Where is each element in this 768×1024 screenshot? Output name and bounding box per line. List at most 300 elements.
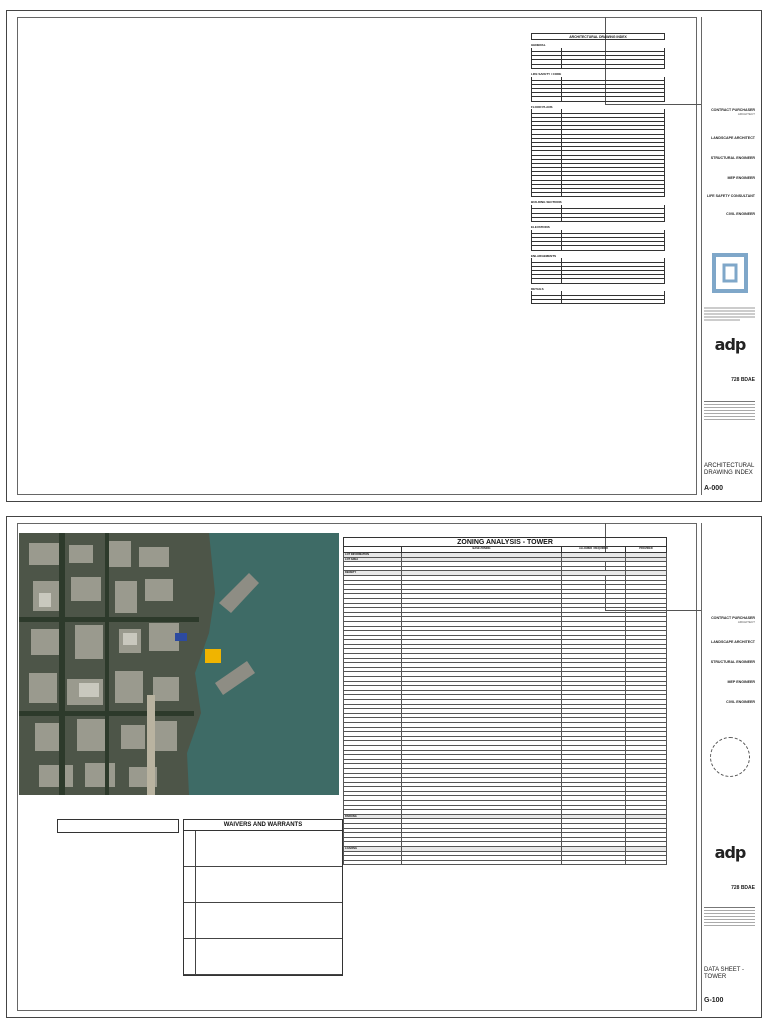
zoning-col-header: ALLOWED / REQUIRED: [562, 547, 626, 552]
index-group: [531, 226, 665, 251]
index-sheet-number: [532, 114, 562, 117]
zoning-cell: [402, 640, 562, 644]
zoning-cell: [344, 659, 402, 663]
index-sheet-title: [562, 291, 664, 294]
waiver-row: [184, 867, 342, 903]
zoning-cell: [562, 590, 626, 594]
index-sheet-number: [532, 218, 562, 221]
zoning-cell: [402, 567, 562, 571]
zoning-cell: [402, 686, 562, 690]
zoning-cell: [344, 741, 402, 745]
zoning-cell: [344, 760, 402, 764]
zoning-cell: [344, 663, 402, 667]
index-group-heading: FLOOR PLANS: [531, 104, 553, 109]
zoning-cell: [626, 682, 666, 686]
zoning-cell: LOT INFORMATION: [344, 553, 402, 557]
index-sheet-title: [562, 189, 664, 192]
zoning-cell: [626, 663, 666, 667]
index-sheet-title: [562, 164, 664, 167]
index-sheet-title: [562, 60, 664, 63]
index-sheet-title: [562, 81, 664, 84]
zoning-cell: [562, 645, 626, 649]
index-sheet-title: [562, 130, 664, 133]
index-group: [531, 106, 665, 198]
index-group: [531, 255, 665, 284]
zoning-cell: [344, 792, 402, 796]
north-arrow-circle: [710, 737, 750, 777]
consultant-role: CONTRACT PURCHASER: [711, 616, 755, 620]
zoning-cell: [344, 622, 402, 626]
zoning-cell: [344, 838, 402, 842]
zoning-cell: DENSITY: [344, 571, 402, 575]
index-sheet-number: [532, 85, 562, 88]
zoning-cell: [402, 815, 562, 819]
zoning-row: [343, 861, 667, 866]
zoning-cell: [402, 695, 562, 699]
consultant-role: CIVIL ENGINEER: [726, 212, 755, 216]
index-sheet-title: [562, 160, 664, 163]
zoning-cell: [344, 631, 402, 635]
index-sheet-number: [532, 172, 562, 175]
index-row: [531, 218, 665, 222]
index-sheet-title: [562, 126, 664, 129]
index-sheet-title: [562, 135, 664, 138]
zoning-cell: [562, 829, 626, 833]
index-sheet-number: [532, 156, 562, 159]
zoning-cell: [562, 581, 626, 585]
zoning-cell: [626, 723, 666, 727]
zoning-cell: [562, 815, 626, 819]
zoning-cell: [562, 695, 626, 699]
zoning-cell: [626, 608, 666, 612]
zoning-cell: [402, 714, 562, 718]
index-sheet-title: [562, 151, 664, 154]
zoning-cell: [562, 778, 626, 782]
index-sheet-number: [532, 176, 562, 179]
consultant-role: CONTRACT PURCHASER: [711, 108, 755, 112]
index-sheet-number: [532, 230, 562, 233]
client-logo: [712, 253, 748, 275]
zoning-cell: [562, 677, 626, 681]
index-sheet-title: [562, 139, 664, 142]
consultant-name: ARCHITECT: [737, 111, 755, 116]
index-group: [531, 44, 665, 69]
drawing-index-title: ARCHITECTURAL DRAWING INDEX: [531, 33, 665, 40]
index-sheet-title: [562, 93, 664, 96]
zoning-cell: [344, 608, 402, 612]
zoning-cell: [402, 824, 562, 828]
zoning-cell: [344, 787, 402, 791]
zoning-cell: [344, 668, 402, 672]
zoning-cell: [626, 732, 666, 736]
index-sheet-number: [532, 97, 562, 100]
zoning-cell: [562, 714, 626, 718]
zoning-cell: [626, 590, 666, 594]
zoning-cell: [626, 778, 666, 782]
consultant-role: LANDSCAPE ARCHITECT: [711, 136, 755, 140]
consultant-entry: [704, 109, 755, 116]
consultant-name: ARCHITECT: [737, 619, 755, 624]
index-row: [531, 279, 665, 283]
zoning-cell: [344, 856, 402, 860]
consultant-entry: [704, 137, 755, 141]
zoning-cell: PARKING: [344, 815, 402, 819]
zoning-cell: [562, 718, 626, 722]
zoning-cell: [626, 755, 666, 759]
consultant-entry: [704, 195, 755, 199]
zoning-cell: [626, 815, 666, 819]
architect-logo-text: adp: [714, 843, 746, 862]
zoning-cell: [402, 654, 562, 658]
zoning-cell: [626, 645, 666, 649]
zoning-cell: [402, 590, 562, 594]
index-sheet-title: [562, 65, 664, 68]
zoning-cell: [562, 594, 626, 598]
zoning-cell: [626, 567, 666, 571]
index-sheet-title: [562, 218, 664, 221]
zoning-cell: [344, 585, 402, 589]
index-sheet-title: [562, 279, 664, 282]
zoning-cell: [562, 801, 626, 805]
index-sheet-title: [562, 147, 664, 150]
zoning-cell: [626, 847, 666, 851]
zoning-cell: [562, 728, 626, 732]
zoning-cell: [562, 755, 626, 759]
zoning-cell: [626, 792, 666, 796]
zoning-cell: [344, 824, 402, 828]
zoning-cell: [562, 852, 626, 856]
zoning-cell: [562, 640, 626, 644]
zoning-cell: [562, 659, 626, 663]
general-notes: [704, 307, 755, 322]
index-group-heading: GENERAL: [531, 43, 546, 47]
index-sheet-number: [532, 65, 562, 68]
zoning-cell: [402, 792, 562, 796]
zoning-cell: [402, 755, 562, 759]
zoning-cell: [402, 852, 562, 856]
zoning-cell: [562, 649, 626, 653]
zoning-cell: [402, 705, 562, 709]
index-sheet-title: [562, 275, 664, 278]
title-block: [701, 17, 757, 495]
zoning-cell: [344, 829, 402, 833]
zoning-cell: [344, 649, 402, 653]
zoning-cell: [562, 617, 626, 621]
zoning-cell: [344, 617, 402, 621]
zoning-cell: [344, 819, 402, 823]
zoning-cell: [402, 576, 562, 580]
zoning-cell: [562, 847, 626, 851]
waivers-title: WAIVERS AND WARRANTS: [184, 820, 342, 831]
zoning-cell: [626, 654, 666, 658]
zoning-cell: [626, 810, 666, 814]
index-sheet-number: [532, 168, 562, 171]
zoning-cell: [562, 861, 626, 865]
zoning-cell: [402, 553, 562, 557]
zoning-cell: [402, 856, 562, 860]
zoning-cell: [626, 861, 666, 865]
zoning-cell: LOADING: [344, 847, 402, 851]
zoning-cell: [402, 709, 562, 713]
aerial-site-photo: [19, 533, 339, 795]
zoning-cell: [626, 613, 666, 617]
index-sheet-number: [532, 189, 562, 192]
zoning-cell: [562, 819, 626, 823]
zoning-cell: [344, 695, 402, 699]
waiver-marker: [184, 831, 196, 866]
index-sheet-number: [532, 214, 562, 217]
index-sheet-number: [532, 48, 562, 51]
index-group: [531, 288, 665, 304]
zoning-cell: [626, 604, 666, 608]
zoning-cell: [626, 558, 666, 562]
index-row: [531, 246, 665, 250]
zoning-cell: [562, 764, 626, 768]
zoning-cell: [344, 645, 402, 649]
zoning-cell: [402, 622, 562, 626]
index-row: [531, 65, 665, 69]
zoning-cell: [626, 672, 666, 676]
zoning-cell: [626, 737, 666, 741]
zoning-cell: [344, 705, 402, 709]
zoning-cell: [626, 774, 666, 778]
zoning-cell: [402, 636, 562, 640]
index-sheet-number: [532, 147, 562, 150]
zoning-cell: [402, 746, 562, 750]
index-sheet-title: [562, 230, 664, 233]
index-sheet-title: [562, 263, 664, 266]
zoning-cell: [626, 562, 666, 566]
zoning-cell: [402, 672, 562, 676]
zoning-cell: [562, 636, 626, 640]
zoning-cell: [344, 599, 402, 603]
zoning-cell: [402, 631, 562, 635]
waiver-row: [184, 903, 342, 939]
zoning-cell: [402, 829, 562, 833]
architect-logo-text: adp: [714, 335, 746, 354]
index-sheet-number: [532, 56, 562, 59]
zoning-cell: [626, 571, 666, 575]
index-sheet-number: [532, 296, 562, 299]
zoning-cell: [562, 627, 626, 631]
index-group: [531, 73, 665, 102]
zoning-cell: [626, 751, 666, 755]
index-sheet-number: [532, 181, 562, 184]
waiver-text: [196, 939, 342, 974]
index-group: [531, 201, 665, 222]
zoning-cell: [626, 746, 666, 750]
zoning-cell: [626, 824, 666, 828]
zoning-notes: [57, 819, 179, 833]
index-sheet-number: [532, 81, 562, 84]
consultant-role: LANDSCAPE ARCHITECT: [711, 640, 755, 644]
zoning-cell: [626, 829, 666, 833]
index-sheet-title: [562, 267, 664, 270]
index-sheet-title: [562, 300, 664, 303]
zoning-cell: [626, 576, 666, 580]
zoning-cell: [626, 553, 666, 557]
zoning-cell: [562, 796, 626, 800]
zoning-cell: [344, 755, 402, 759]
waivers-and-warrants: [183, 819, 343, 976]
index-sheet-title: [562, 176, 664, 179]
drawing-index: [531, 33, 665, 304]
zoning-cell: [562, 705, 626, 709]
zoning-cell: [626, 631, 666, 635]
zoning-cell: [344, 604, 402, 608]
zoning-cell: [402, 723, 562, 727]
zoning-cell: [402, 585, 562, 589]
zoning-cell: [626, 677, 666, 681]
zoning-cell: [344, 627, 402, 631]
zoning-cell: [402, 728, 562, 732]
zoning-cell: [562, 672, 626, 676]
zoning-cell: [626, 705, 666, 709]
zoning-cell: [402, 562, 562, 566]
zoning-cell: [562, 751, 626, 755]
index-sheet-number: [532, 151, 562, 154]
index-sheet-number: [532, 271, 562, 274]
index-sheet-title: [562, 234, 664, 237]
zoning-cell: [402, 833, 562, 837]
architect-logo: [708, 335, 752, 367]
zoning-cell: [562, 604, 626, 608]
index-sheet-title: [562, 52, 664, 55]
zoning-cell: [626, 585, 666, 589]
index-sheet-title: [562, 114, 664, 117]
sheet-number: G-100: [704, 997, 724, 1004]
zoning-cell: [626, 594, 666, 598]
zoning-cell: [344, 686, 402, 690]
zoning-cell: [344, 714, 402, 718]
zoning-cell: [562, 663, 626, 667]
zoning-cell: [562, 856, 626, 860]
index-sheet-number: [532, 258, 562, 261]
zoning-cell: [344, 590, 402, 594]
index-sheet-title: [562, 185, 664, 188]
zoning-cell: [626, 796, 666, 800]
zoning-cell: [626, 819, 666, 823]
consultant-role: CIVIL ENGINEER: [726, 700, 755, 704]
zoning-cell: [626, 764, 666, 768]
zoning-col-header: PROVIDED: [639, 547, 653, 550]
index-sheet-number: [532, 267, 562, 270]
zoning-cell: [402, 677, 562, 681]
zoning-cell: [344, 636, 402, 640]
index-sheet-number: [532, 93, 562, 96]
index-sheet-number: [532, 275, 562, 278]
index-sheet-number: [532, 77, 562, 80]
square-logo-icon: [712, 253, 748, 293]
waiver-text: [196, 903, 342, 938]
index-sheet-title: [562, 172, 664, 175]
zoning-cell: [402, 861, 562, 865]
index-sheet-title: [562, 271, 664, 274]
zoning-cell: [402, 741, 562, 745]
zoning-cell: [562, 741, 626, 745]
zoning-cell: [402, 608, 562, 612]
zoning-cell: [402, 604, 562, 608]
index-group-heading: LIFE SAFETY / CODE: [531, 71, 562, 76]
index-sheet-title: [562, 85, 664, 88]
zoning-cell: [562, 838, 626, 842]
index-row: [531, 300, 665, 304]
zoning-cell: [562, 810, 626, 814]
zoning-cell: [562, 792, 626, 796]
zoning-cell: [626, 686, 666, 690]
zoning-cell: [402, 732, 562, 736]
zoning-cell: [402, 778, 562, 782]
zoning-cell: [344, 751, 402, 755]
zoning-cell: [402, 649, 562, 653]
zoning-cell: [562, 668, 626, 672]
consultant-role: LIFE SAFETY CONSULTANT: [706, 194, 755, 198]
zoning-cell: [402, 806, 562, 810]
zoning-cell: [626, 617, 666, 621]
zoning-cell: [562, 746, 626, 750]
zoning-cell: [344, 769, 402, 773]
zoning-cell: [344, 567, 402, 571]
zoning-cell: [562, 833, 626, 837]
zoning-cell: [626, 842, 666, 846]
index-group-heading: DETAILS: [531, 286, 544, 291]
index-sheet-number: [532, 185, 562, 188]
zoning-cell: [402, 682, 562, 686]
zoning-cell: [344, 801, 402, 805]
zoning-cell: [562, 608, 626, 612]
index-sheet-number: [532, 89, 562, 92]
zoning-cell: [562, 787, 626, 791]
waiver-marker: [184, 867, 196, 902]
index-sheet-title: [562, 214, 664, 217]
index-sheet-title: [562, 56, 664, 59]
zoning-cell: [344, 732, 402, 736]
index-sheet-number: [532, 164, 562, 167]
consultant-role: STRUCTURAL ENGINEER: [710, 156, 755, 160]
waiver-text: [196, 867, 342, 902]
zoning-cell: [626, 783, 666, 787]
zoning-cell: [402, 718, 562, 722]
zoning-cell: [344, 806, 402, 810]
zoning-cell: [402, 700, 562, 704]
index-sheet-title: [562, 122, 664, 125]
zoning-cell: [402, 599, 562, 603]
zoning-cell: [626, 769, 666, 773]
consultant-entry: [704, 177, 755, 181]
index-sheet-number: [532, 160, 562, 163]
index-sheet-title: [562, 205, 664, 208]
index-sheet-title: [562, 181, 664, 184]
zoning-cell: [402, 691, 562, 695]
zoning-cell: [626, 659, 666, 663]
index-sheet-number: [532, 109, 562, 112]
zoning-cell: [402, 627, 562, 631]
zoning-cell: [402, 838, 562, 842]
index-sheet-title: [562, 258, 664, 261]
index-row: [531, 97, 665, 101]
zoning-cell: [626, 760, 666, 764]
zoning-cell: [344, 778, 402, 782]
zoning-cell: [402, 796, 562, 800]
zoning-cell: [562, 783, 626, 787]
zoning-cell: [344, 764, 402, 768]
zoning-col-header: BASE ZONING: [402, 547, 562, 552]
zoning-cell: [344, 654, 402, 658]
zoning-cell: [402, 819, 562, 823]
index-sheet-number: [532, 135, 562, 138]
drawing-sheet-data: [6, 516, 762, 1018]
zoning-cell: [402, 769, 562, 773]
